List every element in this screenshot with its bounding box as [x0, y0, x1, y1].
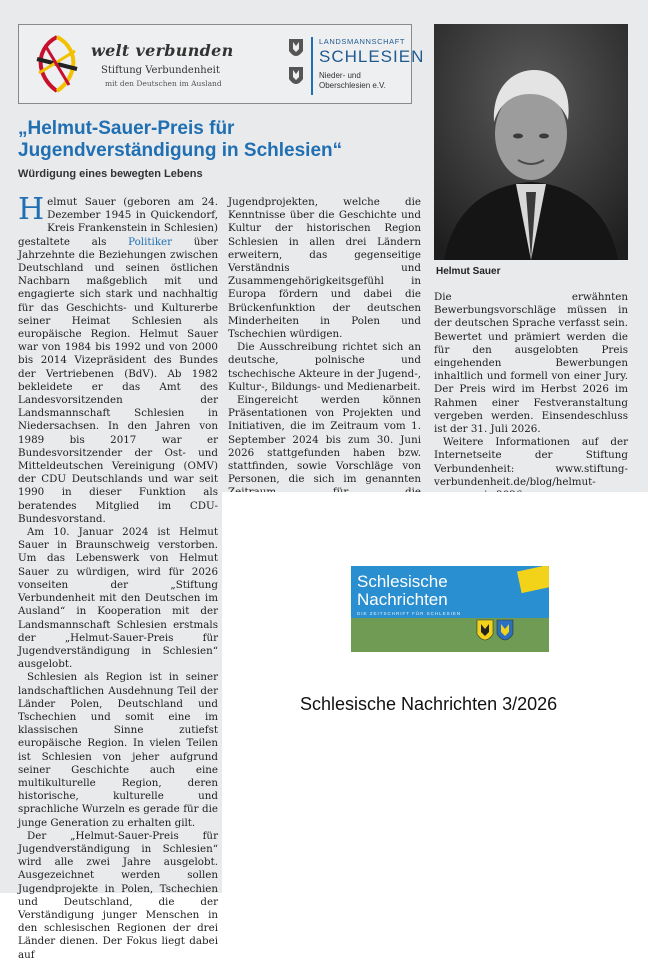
foundation-subtitle: mit den Deutschen im Ausland: [105, 79, 222, 88]
foundation-name: Stiftung Verbundenheit: [101, 65, 220, 76]
silesian-eagle-crest-icon: [287, 37, 305, 95]
cover-crests-icon: [475, 616, 515, 648]
paragraph-7: Eingereicht werden können Präsentationen von Projekten und Initiativen, die im Zeitraum vom 1. September 2024 bis zum 30. Juni 2026 stattgefunden haben bzw. stattfinden, sowie Vorschläge von Personen, die sich im genannten: [228, 394, 421, 486]
white-margin-area: [222, 492, 648, 893]
paragraph-1: [18, 192, 219, 526]
article-subheadline: Würdigung eines bewegten Lebens: [18, 168, 203, 180]
cover-motto: DIE ZEITSCHRIFT FÜR SCHLESIEN: [357, 611, 462, 616]
landsmannschaft-region-line-1: Nieder- und: [319, 71, 361, 80]
cover-landscape-strip: [351, 618, 549, 652]
welt-verbunden-wordmark: welt verbunden: [91, 41, 234, 60]
cover-title-line-1: Schlesische: [357, 572, 448, 591]
paragraph-4: Der „Helmut-Sauer-Preis für Jugendverständigung in Schlesien“ wird alle zwei Jahre ausgelobt. Ausgezeichnet werden sollen Jugendprojekte in Polen, Tschechien und Deutschland, die der Verständigung junger Menschen in den schlesischen Regionen der drei Länder dienen. Der Fokus liegt dabei auf: [18, 829, 218, 961]
source-caption: Schlesische Nachrichten 3/2026: [300, 694, 558, 714]
landsmannschaft-label: LANDSMANNSCHAFT: [319, 37, 406, 46]
welt-verbunden-emblem-icon: [31, 33, 83, 95]
landsmannschaft-region-line-2: Oberschlesien e.V.: [319, 81, 386, 90]
landsmannschaft-name: SCHLESIEN: [319, 47, 425, 66]
photo-caption: Helmut Sauer: [436, 266, 501, 277]
portrait-image: [434, 24, 628, 260]
paragraph-9: Weitere Informationen auf der Internetseite der Stiftung Verbundenheit: www.stiftung-verbundenheit.de/blog/helmut-: [434, 436, 628, 488]
article-column-1: [18, 192, 219, 962]
article-column-2: [228, 196, 421, 526]
cover-title-line-2: Nachrichten: [357, 590, 448, 609]
paragraph-6: Die Ausschreibung richtet sich an deutsche, polnische und tschechische Akteure in der Jugend-, Kultur-, Bildungs- und Medienarbeit.: [228, 341, 421, 393]
paragraph-1-text-a: elmut Sauer (geboren am 24. Dezember 1945 in Quickendorf, Kreis Frankenstein in Schlesien) gestaltete als: [18, 196, 218, 248]
paragraph-2: Am 10. Januar 2024 ist Helmut Sauer in Braunschweig verstorben. Um das Lebenswerk von Helmut Sauer zu würdigen, wird für 2026 vonseiten der „Stiftung Verbundenheit mit den Deutschen im Ausland“ in Kooperation mit der Landsmannschaft Schlesien erstmals der „Helmut-Sauer-Preis für Jugendverständigung in Schlesien“ ausgelobt.: [18, 526, 218, 671]
paragraph-5: Jugendprojekten, welche die Kenntnisse über die Geschichte und Kultur der historischen Region Schlesien in allen drei Ländern erweitern, das gegenseitige Verständnis und Zusammengehörigkeitsgefühl in Europa fördern und dabei die Brückenfunktion der deutschen Minderheiten in Polen und Tschechien würdigen.: [228, 196, 421, 341]
logo-banner: [18, 24, 425, 104]
drop-cap: H: [18, 192, 45, 227]
magazine-cover: [351, 566, 549, 652]
paragraph-8: Die erwähnten Bewerbungsvorschläge müssen in der deutschen Sprache verfasst sein. Bewertet und prämiert werden die für den ausgelobten Preis eingehenden Bewerbungen inhaltlich und formell von einer Jury. Der Preis wird im Herbst 2026 im Rahmen einer Festveranstaltung vergeben werden. Einsendeschluss ist der 31. Juli 2026.: [434, 291, 628, 436]
cover-badge: [517, 566, 549, 593]
paragraph-1-text-c: über Jahrzehnte die Beziehungen zwischen Deutschland und seinen östlichen Nachbarn maßgeblich mit und engagierte sich stark und nachhaltig für das Geschichts- und Kulturerbe seiner Heimat Schlesien als europäische Region. Helmut Sauer war von 1984 bis 1992 und von 2000 bis 2014 Vizepräsident des Bundes der Vertriebenen (BdV). Ab 1982 bekleidete er das Amt des Landesvorsitzenden der Landsmannschaft Schlesien in Niedersachsen. In den Jahren von 1989 bis 2017 war er Bundesvorsitzender der Ost- und Mitteldeutschen Vereinigung (OMV) der CDU Deutschlands und war seit 1990 in dieser Funktion als beratendes Mitglied im CDU-Bundesvorstand.: [18, 235, 219, 525]
article-column-3: [434, 291, 628, 515]
landsmannschaft-divider: [311, 37, 313, 95]
portrait-photo: [434, 24, 628, 260]
article-headline: „Helmut-Sauer-Preis für Jugendverständigung in Schlesien“: [18, 118, 343, 161]
highlighted-term: Politiker: [128, 235, 173, 248]
paragraph-3: Schlesien als Region ist in seiner landschaftlichen Ausdehnung Teil der Länder Polen, Deutschland und Tschechien und somit eine im klassischen Sinne zutiefst europäische Region. In vielen Teilen ist Schlesien von jeher aufgrund seiner Geschichte auch eine multikulturelle Region, deren historische, kulturelle und sprachliche Wurzeln es gerade für die junge Generation zu erhalten gilt.: [18, 671, 218, 829]
